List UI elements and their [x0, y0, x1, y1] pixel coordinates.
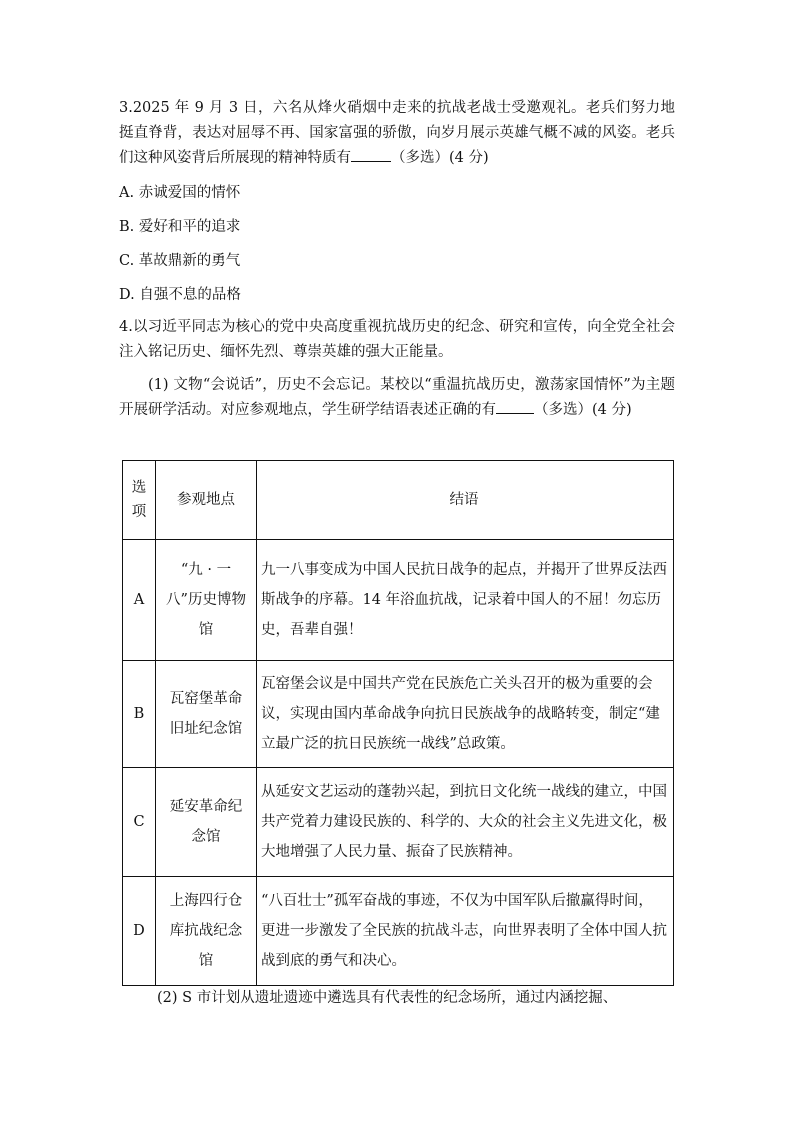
- row-option: C: [123, 768, 156, 877]
- row-place: 延安革命纪念馆: [156, 768, 257, 877]
- table-row: [123, 540, 674, 661]
- option-d: D. 自强不息的品格: [119, 287, 241, 303]
- study-trip-table: [122, 460, 674, 986]
- table-row: [123, 768, 674, 877]
- row-summary: 瓦窑堡会议是中国共产党在民族危亡关头召开的极为重要的会议，实现由国内革命战争向抗日民族战争的战略转变，制定“建立最广泛的抗日民族统一战线”总政策。: [257, 661, 674, 768]
- option-a: A. 赤诚爱国的情怀: [119, 185, 241, 201]
- option-c: C. 革故鼎新的勇气: [119, 253, 241, 269]
- header-summary: 结语: [257, 461, 674, 540]
- question-3-text: 3.2025 年 9 月 3 日，六名从烽火硝烟中走来的抗战老战士受邀观礼。老兵们努力地挺直脊背，表达对屈辱不再、国家富强的骄傲，向岁月展示英雄气概不减的风姿。老兵们这种风姿背后所展现的精神特质有: [119, 100, 675, 166]
- question-4-sub1-text: (1) 文物“会说话”，历史不会忘记。某校以“重温抗战历史，激荡家国情怀”为主题开展研学活动。对应参观地点，学生研学结语表述正确的有: [119, 377, 675, 418]
- question-4-sub1: [119, 373, 675, 423]
- answer-blank-q3[interactable]: [351, 147, 391, 162]
- option-b: B. 爱好和平的追求: [119, 219, 241, 235]
- row-summary: “八百壮士”孤军奋战的事迹，不仅为中国军队后撤赢得时间，更进一步激发了全民族的抗战斗志，向世界表明了全体中国人抗战到底的勇气和决心。: [257, 877, 674, 986]
- row-place: 瓦窑堡革命旧址纪念馆: [156, 661, 257, 768]
- row-option: D: [123, 877, 156, 986]
- question-4-intro: 4.以习近平同志为核心的党中央高度重视抗战历史的纪念、研究和宣传，向全党全社会注入铭记历史、缅怀先烈、尊崇英雄的强大正能量。: [119, 319, 675, 360]
- row-place: 上海四行仓库抗战纪念馆: [156, 877, 257, 986]
- header-option: 选项: [123, 461, 156, 540]
- row-place: “九 · 一八”历史博物馆: [156, 540, 257, 661]
- row-summary: 从延安文艺运动的蓬勃兴起，到抗日文化统一战线的建立，中国共产党着力建设民族的、科学的、大众的社会主义先进文化，极大地增强了人民力量、振奋了民族精神。: [257, 768, 674, 877]
- question-content: [119, 96, 675, 423]
- row-summary: 九一八事变成为中国人民抗日战争的起点，并揭开了世界反法西斯战争的序幕。14 年浴血抗战，记录着中国人的不屈！勿忘历史，吾辈自强！: [257, 540, 674, 661]
- row-option: B: [123, 661, 156, 768]
- question-3-suffix: （多选）(4 分): [391, 150, 489, 166]
- row-option: A: [123, 540, 156, 661]
- table-header-row: [123, 461, 674, 540]
- header-place: 参观地点: [156, 461, 257, 540]
- question-4-sub2: (2) S 市计划从遗址遗迹中遴选具有代表性的纪念场所，通过内涵挖掘、: [157, 990, 618, 1006]
- question-3-stem: [119, 96, 675, 171]
- question-4-sub1-suffix: （多选）(4 分): [534, 402, 632, 418]
- answer-blank-q4[interactable]: [496, 399, 534, 414]
- table-row: [123, 877, 674, 986]
- table-row: [123, 661, 674, 768]
